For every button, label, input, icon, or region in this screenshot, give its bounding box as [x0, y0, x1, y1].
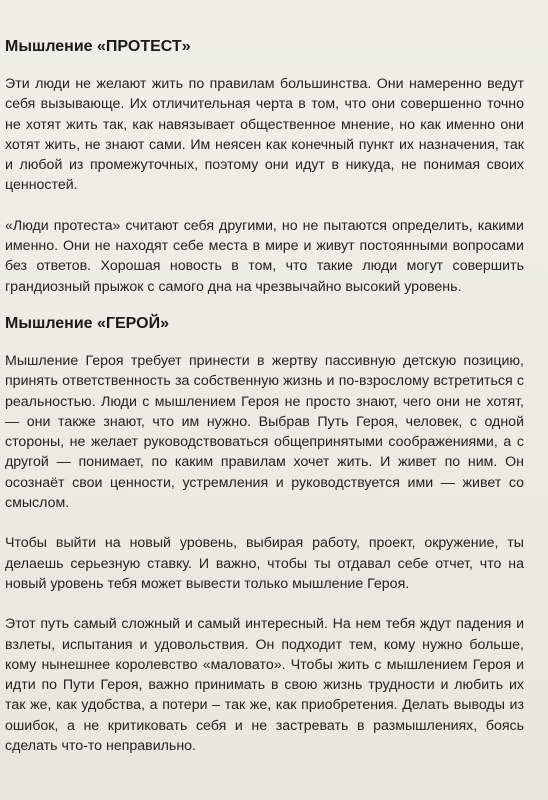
paragraph-hero-1: Мышление Героя требует принести в жертву пассивную детскую позицию, принять ответственность за собственную жизнь и по-взрослому встретиться с реальностью. Люди с мышлением Героя не просто знают, чего они не хотят, — они также знают, что им нужно. Выбрав Путь Героя, человек, с одной стороны, не желает руководствоваться общепринятыми соображениями, а с другой — понимает, по каким правилам хочет жить. И живет по ним. Он осознаёт свои ценности, устремления и руководствуется ими — живет со смыслом. — [5, 352, 524, 512]
paragraph-hero-2: Чтобы выйти на новый уровень, выбирая работу, проект, окружение, ты делаешь серьезную ставку. И важно, чтобы ты отдавал себе отчет, что на новый уровень тебя может вывести только мышление Героя. — [5, 535, 524, 592]
paragraph-hero-3: Этот путь самый сложный и самый интересный. На нем тебя ждут падения и взлеты, испытания и удовольствия. Он подходит тем, кому нужно больше, кому нынешнее королевство «маловато». Чтобы жить с мышлением Героя и идти по Пути Героя, важно принимать в свою жизнь трудности и любить их так же, как удобства, а потери – так же, как приобретения. Делать выводы из ошибок, а не критиковать себя и не застревать в размышлениях, боясь сделать что-то неправильно. — [5, 616, 524, 755]
section-heading-protest: Мышление «ПРОТЕСТ» — [5, 38, 191, 55]
paragraph-protest-2: «Люди протеста» считают себя другими, но не пытаются определить, какими именно. Они не находят себе места в мире и живут постоянными вопросами без ответов. Хорошая новость в том, что такие люди могут совершить грандиозный прыжок с самого дна на чрезвычайно высокий уровень. — [5, 217, 524, 295]
section-heading-hero: Мышление «ГЕРОЙ» — [5, 314, 169, 332]
paragraph-protest-1: Эти люди не желают жить по правилам большинства. Они намеренно ведут себя вызывающе. Их отличительная черта в том, что они совершенно точно не хотят жить так, как навязывает общественное мнение, но как именно они хотят жить, не знают сами. Им неясен как конечный пункт их назначения, так и любой из промежуточных, поэтому они идут в никуда, не понимая своих ценностей. — [5, 76, 524, 194]
